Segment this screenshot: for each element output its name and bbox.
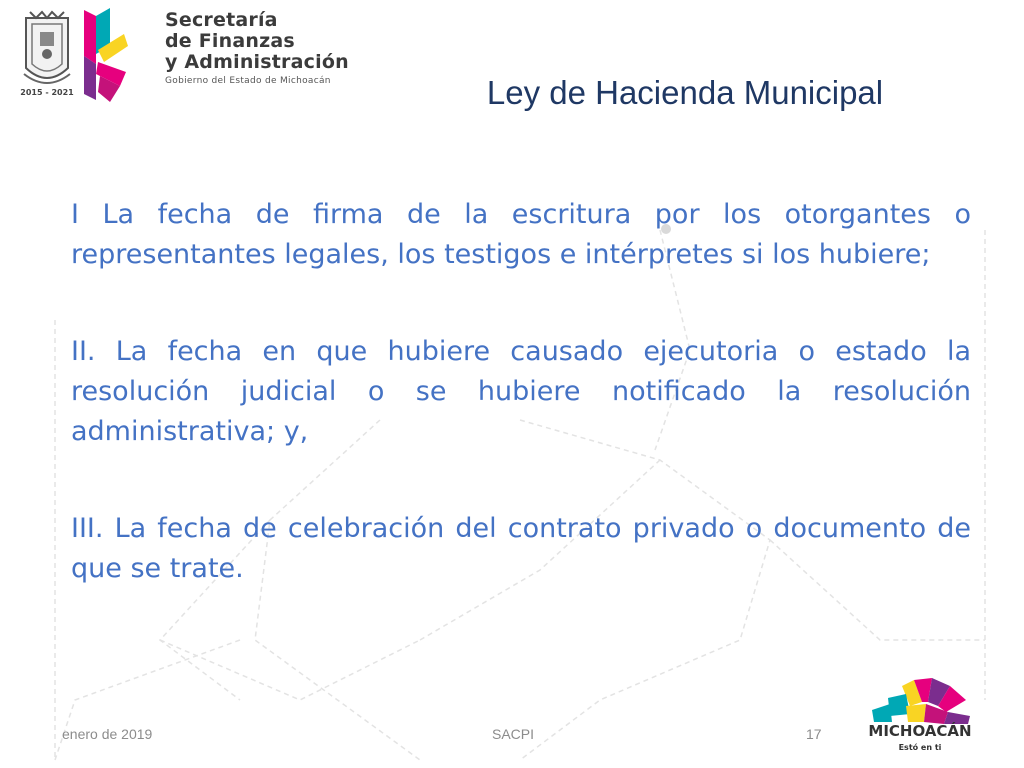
paragraph-1: I La fecha de firma de la escritura por los otorgantes o representantes legales, los testigos e intérpretes si los hubiere; xyxy=(71,199,971,270)
slide-title: Ley de Hacienda Municipal xyxy=(486,74,884,111)
paragraph-3: III. La fecha de celebración del contrato privado o documento de que se trate. xyxy=(71,513,971,584)
footer-center-text: SACPI xyxy=(492,726,535,742)
institution-line-2: de Finanzas xyxy=(165,30,295,52)
seal-years: 2015 - 2021 xyxy=(20,88,74,97)
state-seal-icon xyxy=(20,8,74,100)
slide-content xyxy=(71,195,971,646)
paragraph-2: II. La fecha en que hubiere causado ejecutoria o estado la resolución judicial o se hubiere notificado la resolución administrativa; y, xyxy=(71,336,971,447)
footer-date: enero de 2019 xyxy=(62,726,153,742)
footer-page-number: 17 xyxy=(806,726,822,742)
institution-name xyxy=(165,10,349,86)
institution-subtitle: Gobierno del Estado de Michoacán xyxy=(165,76,331,86)
michoacan-tagline: Estó en ti xyxy=(898,743,942,752)
michoacan-brand-name: MICHOACÁN xyxy=(868,722,972,740)
k-brand-logo-icon xyxy=(80,6,132,104)
institution-line-1: Secretaría xyxy=(165,9,278,31)
institution-line-3: y Administración xyxy=(165,51,349,73)
